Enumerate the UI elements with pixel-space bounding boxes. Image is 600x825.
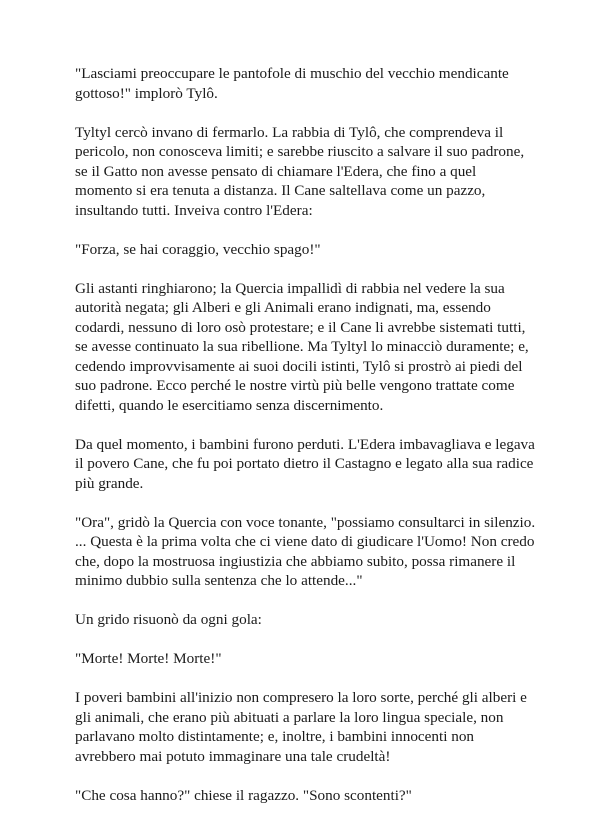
- body-text: [75, 64, 537, 825]
- paragraph: "Forza, se hai coraggio, vecchio spago!": [75, 240, 321, 258]
- paragraph: "Ora", gridò la Quercia con voce tonante, "possiamo consultarci in silenzio. ... Questa è la prima volta che ci viene dato di giudicare l'Uomo! Non credo che, dopo la mostruosa ingiustizia che abbiamo subito, possa rimanere il minimo dubbio sulla sentenza che lo attende...": [75, 513, 536, 589]
- paragraph: "Che cosa hanno?" chiese il ragazzo. "Sono scontenti?": [75, 786, 412, 804]
- paragraph: "Morte! Morte! Morte!": [75, 650, 222, 667]
- paragraph: Da quel momento, i bambini furono perduti. L'Edera imbavagliava e legava il povero Cane, che fu poi portato dietro il Castagno e legato alla sua radice più grande.: [75, 435, 535, 492]
- paragraph: Gli astanti ringhiarono; la Quercia impallidì di rabbia nel vedere la sua autorità negata; gli Alberi e gli Animali erano indignati, ma, essendo codardi, nessuno di loro osò protestare; e il Cane li avrebbe sistemati tutti, se avesse continuato la sua ribellione. Ma Tyltyl lo minacciò duramente; e, cedendo improvvisamente ai suoi docili istinti, Tylô si prostrò ai piedi del suo padrone. Ecco perché le nostre virtù più belle vengono trattate come difetti, quando le esercitiamo senza discernimento.: [75, 279, 529, 414]
- paragraph: I poveri bambini all'inizio non compresero la loro sorte, perché gli alberi e gli animali, che erano più abituati a parlare la loro lingua speciale, non parlavano molto distintamente; e, inoltre, i bambini innocenti non avrebbero mai potuto immaginare una tale crudeltà!: [75, 689, 527, 765]
- paragraph: Tyltyl cercò invano di fermarlo. La rabbia di Tylô, che comprendeva il pericolo, non conosceva limiti; e sarebbe riuscito a salvare il suo padrone, se il Gatto non avesse pensato di chiamare l'Edera, che fino a quel momento si era tenuta a distanza. Il Cane saltellava come un pazzo, insultando tutti. Inveiva contro l'Edera:: [75, 123, 525, 219]
- paragraph: Un grido risuonò da ogni gola:: [75, 611, 262, 628]
- paragraph: "Lasciami preoccupare le pantofole di muschio del vecchio mendicante gottoso!" implorò Tylô.: [75, 65, 509, 102]
